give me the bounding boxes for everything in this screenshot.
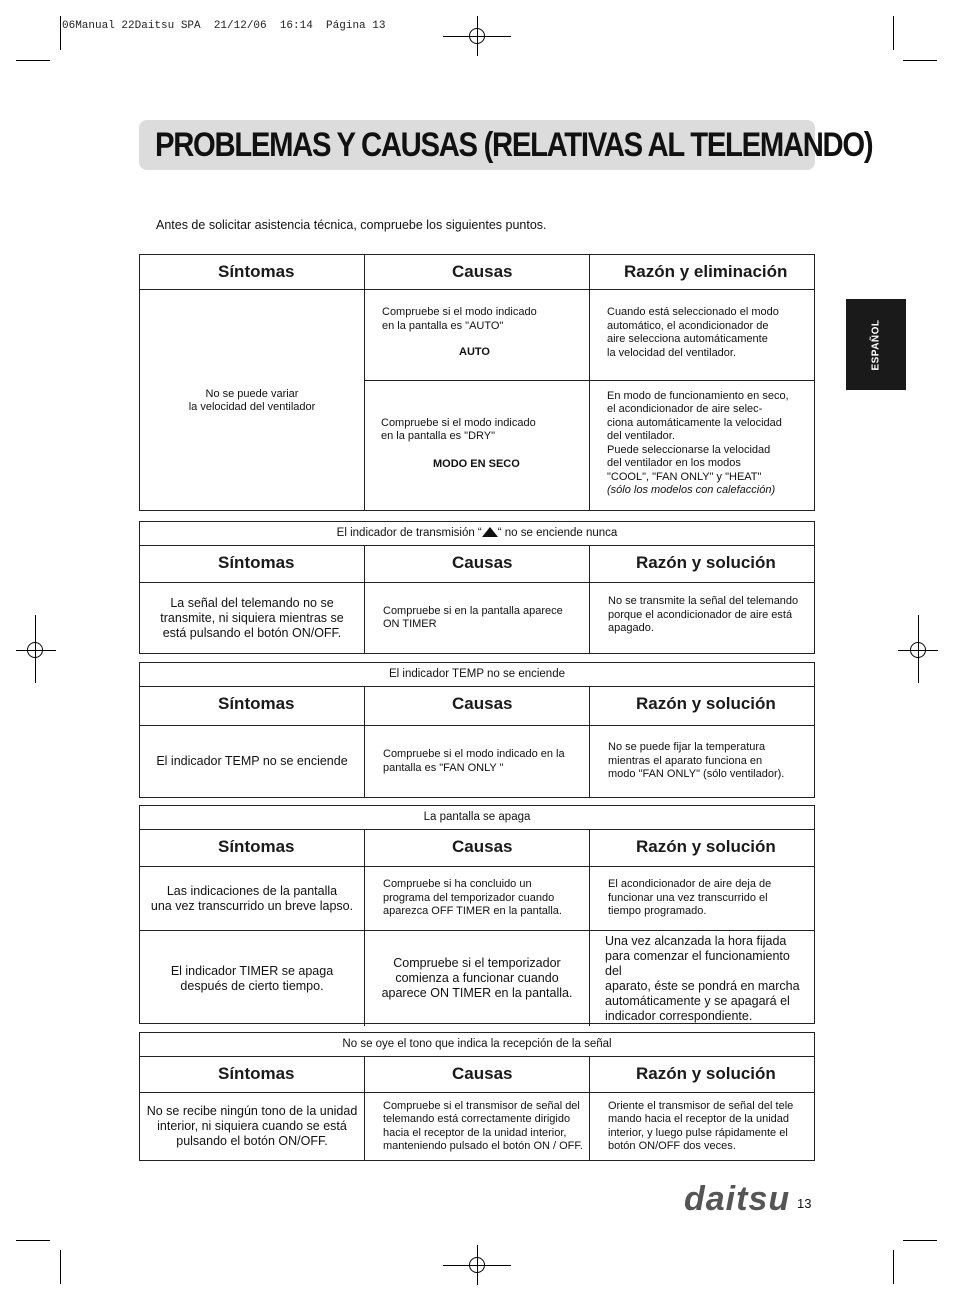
symptom-cell <box>140 1093 365 1160</box>
header-razon: Razón y solución <box>636 1064 776 1083</box>
header-razon: Razón y eliminación <box>624 262 788 281</box>
symptom-cell <box>140 290 365 510</box>
symptom-text: El indicador TEMP no se enciende <box>156 754 348 768</box>
title-bar <box>139 120 873 170</box>
symptom-cell <box>140 583 365 653</box>
cause-cell <box>365 1093 590 1160</box>
reason-text: Oriente el transmisor de señal del tele mando hacia el receptor de la unidad interior, y luego pulse rápidamente el botón ON/OFF dos veces. <box>608 1099 794 1152</box>
registration-circle <box>469 1257 485 1273</box>
crop-mark <box>60 1250 61 1284</box>
table-row <box>140 1093 814 1160</box>
cause-cell <box>365 290 590 380</box>
crop-mark <box>16 60 50 61</box>
reason-cell <box>590 583 813 653</box>
crop-mark <box>16 1240 50 1241</box>
reason-cell <box>590 726 813 797</box>
header-razon: Razón y solución <box>636 837 776 856</box>
table-caption: La pantalla se apaga <box>140 806 814 830</box>
symptom-cell <box>140 931 365 1026</box>
crop-mark <box>903 60 937 61</box>
table-display-off <box>139 805 815 1024</box>
cause-text: Compruebe si el transmisor de señal del telemando está correctamente dirigido hacia el receptor de la unidad interior, manteniendo pulsado el botón ON / OFF. <box>383 1099 583 1152</box>
caption-text-before: El indicador de transmisión “ <box>336 527 482 539</box>
table-tone <box>139 1032 815 1161</box>
header-sintomas: Síntomas <box>140 830 365 866</box>
table-header <box>140 830 814 867</box>
header-razon: Razón y solución <box>636 553 776 572</box>
registration-circle <box>910 642 926 658</box>
page-title: PROBLEMAS Y CAUSAS (RELATIVAS AL TELEMANDO) <box>155 126 873 164</box>
registration-circle <box>27 642 43 658</box>
symptom-cell <box>140 726 365 797</box>
symptom-text: Las indicaciones de la pantalla una vez transcurrido un breve lapso. <box>150 883 354 913</box>
table-header <box>140 546 814 583</box>
cause-text: Compruebe si en la pantalla aparece ON TIMER <box>383 604 563 630</box>
crop-mark <box>893 1250 894 1284</box>
brand-logo: daitsu <box>684 1180 791 1218</box>
header-sintomas: Síntomas <box>140 687 365 725</box>
table-caption <box>140 522 814 546</box>
table-fan-speed <box>139 254 815 511</box>
symptom-text: No se puede variar la velocidad del ventilador <box>188 387 316 413</box>
cause-text: Compruebe si el temporizador comienza a funcionar cuando aparece ON TIMER en la pantalla. <box>381 956 573 1000</box>
header-sintomas: Síntomas <box>140 1057 365 1092</box>
cause-mode: AUTO <box>459 346 490 358</box>
cause-cell <box>365 867 590 930</box>
page-number: 13 <box>797 1196 812 1211</box>
header-causas: Causas <box>365 255 590 289</box>
symptom-text: No se recibe ningún tono de la unidad interior, ni siquiera cuando se está pulsando el botón ON/OFF. <box>146 1104 358 1148</box>
table-row <box>140 867 814 931</box>
reason-text: En modo de funcionamiento en seco, el acondicionador de aire selec- ciona automáticamente la velocidad del ventilador. Puede seleccionarse la velocidad del ventilador en los modos "COOL", "FAN ONLY" y "HEAT" <box>607 389 789 483</box>
table-transmission <box>139 521 815 654</box>
header-causas: Causas <box>365 546 590 582</box>
table-header <box>140 687 814 726</box>
reason-text: Cuando está seleccionado el modo automático, el acondicionador de aire selecciona automáticamente la velocidad del ventilador. <box>607 306 779 359</box>
crop-mark <box>893 16 894 50</box>
table-temp <box>139 662 815 798</box>
symptom-text: El indicador TIMER se apaga después de cierto tiempo. <box>170 963 334 993</box>
table-row <box>140 583 814 653</box>
reason-cell <box>590 290 813 380</box>
table-row <box>140 726 814 797</box>
table-caption: El indicador TEMP no se enciende <box>140 663 814 687</box>
reason-text: Una vez alcanzada la hora fijada para comenzar el funcionamiento del aparato, éste se pondrá en marcha automáticamente y se apagará el indicador correspondiente. <box>605 933 800 1023</box>
intro-text: Antes de solicitar asistencia técnica, compruebe los siguientes puntos. <box>156 218 547 232</box>
symptom-text: La señal del telemando no se transmite, ni siquiera mientras se está pulsando el botón ON/OFF. <box>160 595 344 640</box>
table-header <box>140 1057 814 1093</box>
crop-mark <box>903 1240 937 1241</box>
reason-cell <box>590 1093 813 1160</box>
registration-circle <box>469 28 485 44</box>
reason-text: El acondicionador de aire deja de funcionar una vez transcurrido el tiempo programado. <box>608 878 772 918</box>
header-razon: Razón y solución <box>636 694 776 713</box>
table-caption: No se oye el tono que indica la recepción de la señal <box>140 1033 814 1057</box>
cause-text: Compruebe si el modo indicado en la pantalla es "DRY" <box>381 416 536 443</box>
cause-text: Compruebe si el modo indicado en la pantalla es "AUTO" <box>382 306 537 332</box>
caption-text-after: “ no se enciende nunca <box>497 527 618 539</box>
header-sintomas: Síntomas <box>140 546 365 582</box>
table-row <box>140 931 814 1026</box>
table-header <box>140 255 814 290</box>
language-tab <box>846 299 906 390</box>
cause-text: Compruebe si el modo indicado en la pantalla es "FAN ONLY " <box>383 748 565 774</box>
symptom-cell <box>140 867 365 930</box>
reason-cell <box>590 867 813 930</box>
cause-text: Compruebe si ha concluido un programa del temporizador cuando aparezca OFF TIMER en la pantalla. <box>383 878 562 918</box>
header-causas: Causas <box>365 830 590 866</box>
print-header: 06Manual 22Daitsu SPA 21/12/06 16:14 Página 13 <box>62 20 386 32</box>
header-causas: Causas <box>365 1057 590 1092</box>
header-causas: Causas <box>365 687 590 725</box>
reason-text: No se puede fijar la temperatura mientras el aparato funciona en modo "FAN ONLY" (sólo ventilador). <box>608 741 785 781</box>
crop-mark <box>60 16 61 50</box>
language-tab-label: ESPAÑOL <box>870 318 882 371</box>
reason-note: (sólo los modelos con calefacción) <box>607 484 776 497</box>
reason-cell <box>590 381 813 510</box>
transmission-triangle-icon <box>482 527 498 537</box>
cause-cell <box>365 381 590 510</box>
header-sintomas: Síntomas <box>140 255 365 289</box>
cause-mode: MODO EN SECO <box>433 457 520 470</box>
cause-cell <box>365 583 590 653</box>
reason-cell <box>590 931 813 1026</box>
reason-text: No se transmite la señal del telemando porque el acondicionador de aire está apagado. <box>608 595 799 634</box>
cause-cell <box>365 931 590 1026</box>
cause-cell <box>365 726 590 797</box>
